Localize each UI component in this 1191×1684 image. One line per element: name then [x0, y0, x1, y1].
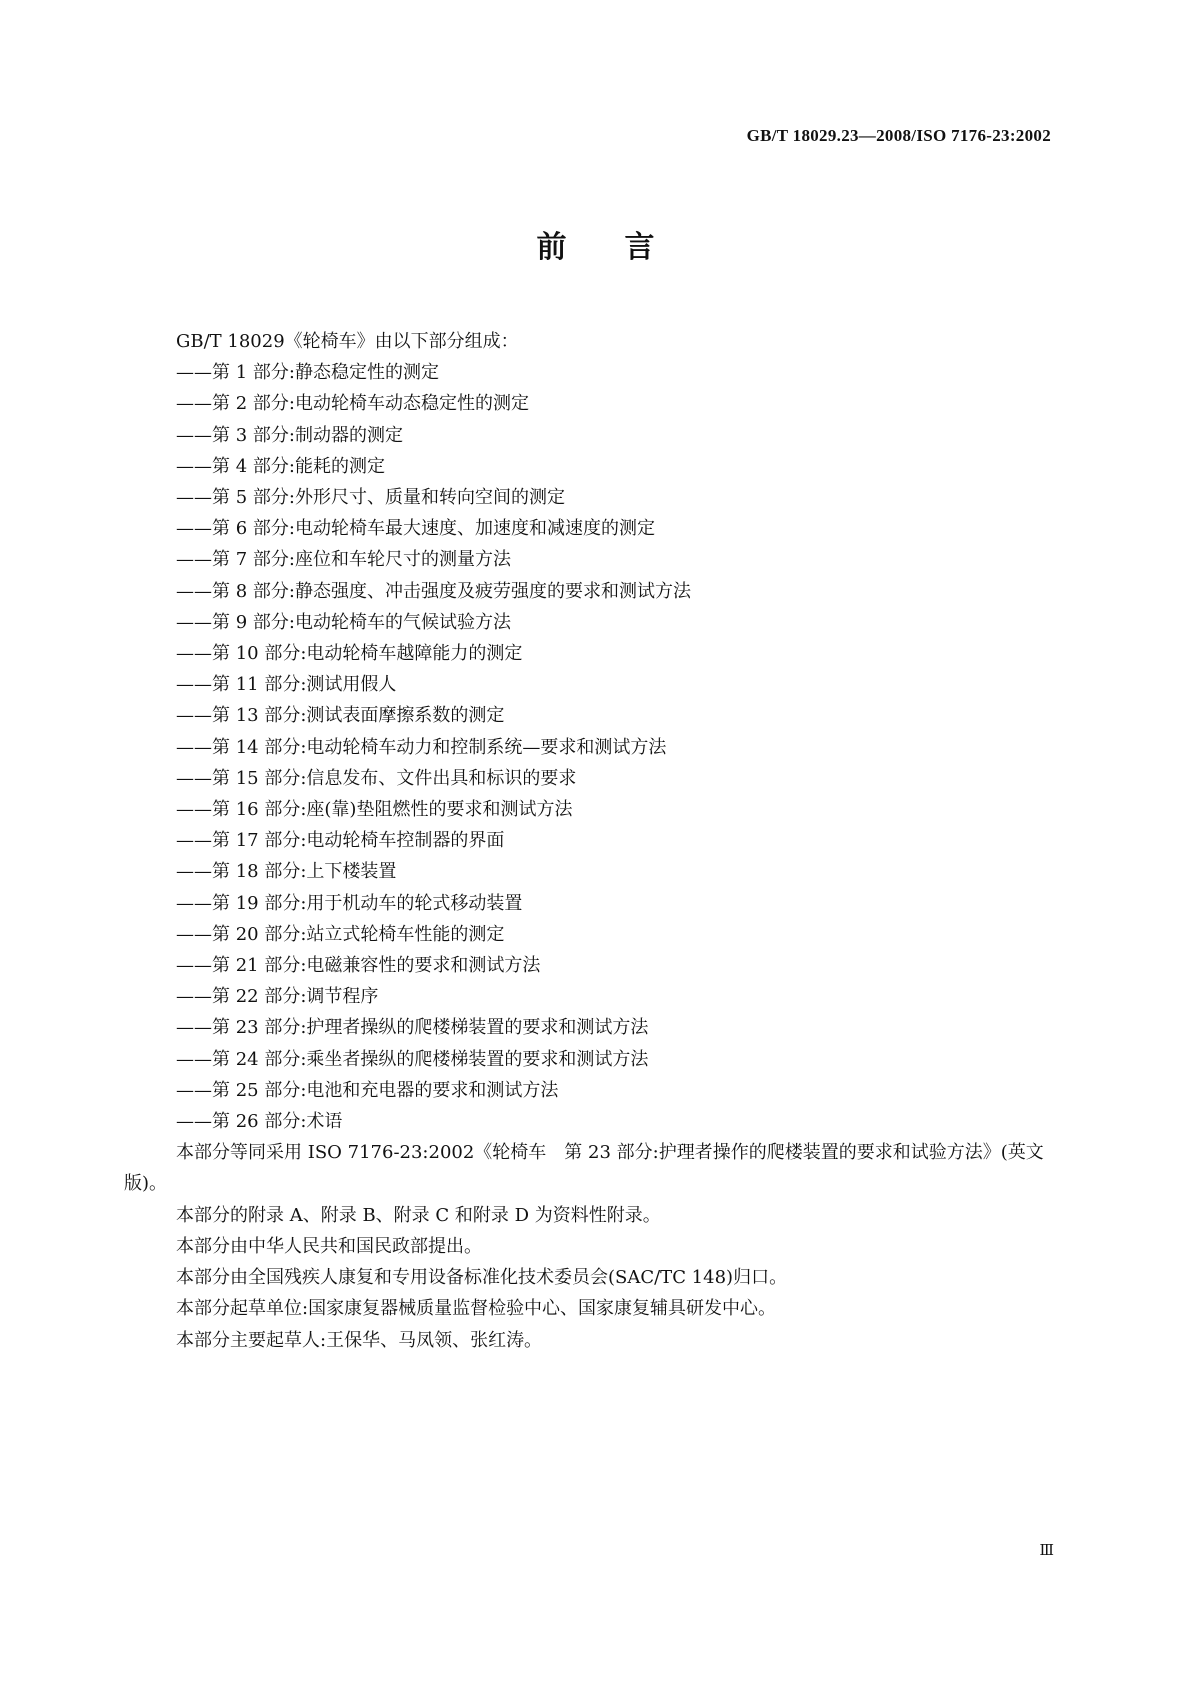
list-item: ——第 7 部分:座位和车轮尺寸的测量方法 [176, 549, 511, 571]
list-item: ——第 15 部分:信息发布、文件出具和标识的要求 [176, 767, 577, 789]
list-item: ——第 13 部分:测试表面摩擦系数的测定 [176, 705, 505, 727]
list-item: ——第 14 部分:电动轮椅车动力和控制系统—要求和测试方法 [176, 736, 667, 758]
list-item: ——第 16 部分:座(靠)垫阻燃性的要求和测试方法 [176, 799, 573, 821]
proposer-paragraph: 本部分由中华人民共和国民政部提出。 [176, 1235, 482, 1257]
list-item: ——第 6 部分:电动轮椅车最大速度、加速度和减速度的测定 [176, 518, 655, 540]
list-item: ——第 10 部分:电动轮椅车越障能力的测定 [176, 643, 523, 665]
list-item: ——第 2 部分:电动轮椅车动态稳定性的测定 [176, 393, 529, 415]
list-item: ——第 21 部分:电磁兼容性的要求和测试方法 [176, 955, 541, 977]
list-item: ——第 18 部分:上下楼装置 [176, 861, 397, 883]
parts-list [124, 357, 1066, 1137]
list-item: ——第 25 部分:电池和充电器的要求和测试方法 [176, 1079, 559, 1101]
list-item: ——第 20 部分:站立式轮椅车性能的测定 [176, 923, 505, 945]
foreword-body [124, 326, 1066, 1356]
annex-paragraph: 本部分的附录 A、附录 B、附录 C 和附录 D 为资料性附录。 [176, 1204, 661, 1226]
drafting-units-paragraph: 本部分起草单位:国家康复器械质量监督检验中心、国家康复辅具研发中心。 [176, 1298, 777, 1320]
list-item: ——第 23 部分:护理者操纵的爬楼梯装置的要求和测试方法 [176, 1017, 649, 1039]
list-item: ——第 9 部分:电动轮椅车的气候试验方法 [176, 611, 511, 633]
drafters-paragraph: 本部分主要起草人:王保华、马凤领、张红涛。 [176, 1329, 543, 1351]
list-item: ——第 22 部分:调节程序 [176, 986, 379, 1008]
list-item: ——第 11 部分:测试用假人 [176, 674, 397, 696]
adoption-paragraph: 本部分等同采用 ISO 7176-23:2002《轮椅车 第 23 部分:护理者操作的爬楼装置的要求和试验方法》(英文版)。 [124, 1142, 1044, 1195]
list-item: ——第 17 部分:电动轮椅车控制器的界面 [176, 830, 505, 852]
list-item: ——第 8 部分:静态强度、冲击强度及疲劳强度的要求和测试方法 [176, 580, 691, 602]
page-title: 前言 [536, 230, 713, 265]
list-item: ——第 26 部分:术语 [176, 1111, 343, 1133]
intro-line: GB/T 18029《轮椅车》由以下部分组成： [176, 331, 519, 352]
list-item: ——第 19 部分:用于机动车的轮式移动装置 [176, 892, 523, 914]
list-item: ——第 1 部分:静态稳定性的测定 [176, 362, 439, 384]
standard-code: GB/T 18029.23—2008/ISO 7176-23:2002 [746, 126, 1051, 145]
list-item: ——第 4 部分:能耗的测定 [176, 455, 385, 477]
list-item: ——第 3 部分:制动器的测定 [176, 424, 403, 446]
list-item: ——第 5 部分:外形尺寸、质量和转向空间的测定 [176, 487, 565, 509]
committee-paragraph: 本部分由全国残疾人康复和专用设备标准化技术委员会(SAC/TC 148)归口。 [176, 1267, 788, 1289]
list-item: ——第 24 部分:乘坐者操纵的爬楼梯装置的要求和测试方法 [176, 1048, 649, 1070]
page-number: Ⅲ [1039, 1543, 1053, 1559]
